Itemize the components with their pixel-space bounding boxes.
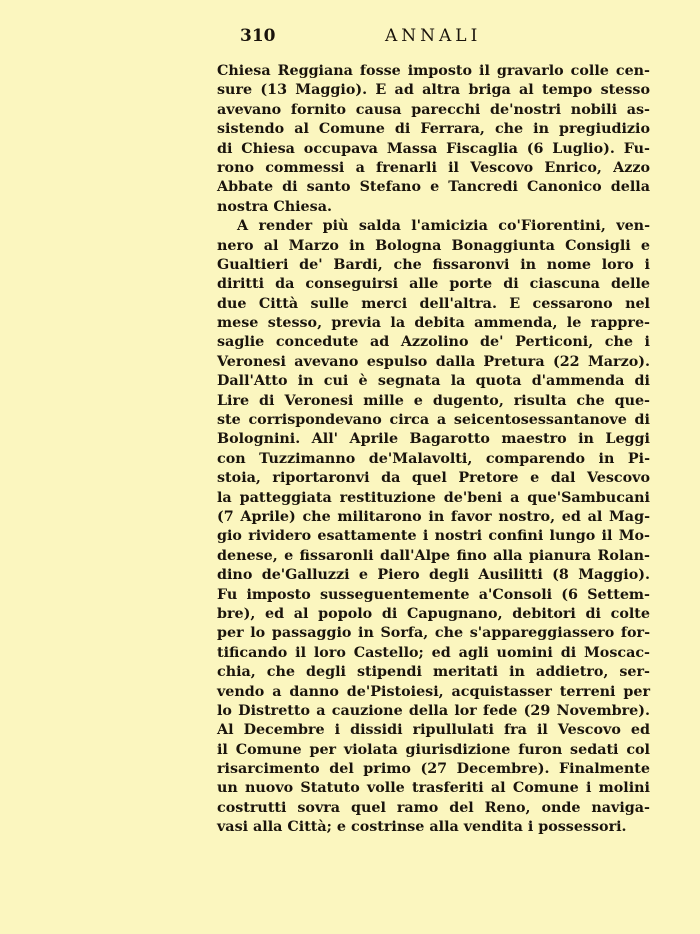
running-title: ANNALI <box>385 26 482 46</box>
text-line: ste corrispondevano circa a seicentosessantanove di <box>217 412 650 429</box>
text-line: nostra Chiesa. <box>217 198 332 215</box>
text-line: lo Distretto a cauzione della lor fede (29 Novembre). <box>217 702 650 719</box>
text-line: Bolognini. All' Aprile Bagarotto maestro in Leggi <box>217 431 650 448</box>
text-line: dino de'Galluzzi e Piero degli Ausilitti (8 Maggio). <box>217 567 650 584</box>
text-line: bre), ed al popolo di Capugnano, debitori di colte <box>217 605 650 622</box>
text-line: per lo passaggio in Sorfa, che s'appareggiassero for- <box>217 625 650 642</box>
text-line: Lire di Veronesi mille e dugento, risulta che que- <box>217 392 650 409</box>
text-line: di Chiesa occupava Massa Fiscaglia (6 Luglio). Fu- <box>217 140 650 157</box>
text-line: con Tuzzimanno de'Malavolti, comparendo in Pi- <box>217 450 650 467</box>
text-line: gio rividero esattamente i nostri confini lungo il Mo- <box>217 528 650 545</box>
page-number: 310 <box>240 26 276 46</box>
text-line: chia, che degli stipendi meritati in addietro, ser- <box>217 664 650 681</box>
text-line: Veronesi avevano espulso dalla Pretura (22 Marzo). <box>217 353 650 370</box>
text-line: Gualtieri de' Bardi, che fissaronvi in nome loro i <box>217 256 650 273</box>
text-line: risarcimento del primo (27 Decembre). Finalmente <box>217 761 650 778</box>
paragraph <box>217 217 650 838</box>
text-line: due Città sulle merci dell'altra. E cessarono nel <box>217 295 650 312</box>
text-line: sure (13 Maggio). E ad altra briga al tempo stesso <box>217 82 650 99</box>
text-line: vasi alla Città; e costrinse alla vendita i possessori. <box>217 819 627 836</box>
text-line: saglie concedute ad Azzolino de' Perticoni, che i <box>217 334 650 351</box>
paragraph <box>217 62 650 217</box>
running-head <box>240 26 500 50</box>
text-line: sistendo al Comune di Ferrara, che in pregiudizio <box>217 121 650 138</box>
text-line: costrutti sovra quel ramo del Reno, onde naviga- <box>217 799 650 816</box>
text-line: tificando il loro Castello; ed agli uomini di Moscac- <box>217 644 650 661</box>
text-line: (7 Aprile) che militarono in favor nostro, ed al Mag- <box>217 508 650 525</box>
text-line: il Comune per violata giurisdizione furon sedati col <box>217 741 650 758</box>
text-line: denese, e fissaronli dall'Alpe fino alla pianura Rolan- <box>217 547 650 564</box>
text-line: A render più salda l'amicizia co'Fiorentini, ven- <box>237 218 650 235</box>
text-line: Al Decembre i dissidi ripullulati fra il Vescovo ed <box>217 722 650 739</box>
text-line: avevano fornito causa parecchi de'nostri nobili as- <box>217 101 650 118</box>
text-line: Dall'Atto in cui è segnata la quota d'ammenda di <box>217 373 650 390</box>
text-line: Chiesa Reggiana fosse imposto il gravarlo colle cen- <box>217 63 650 79</box>
text-line: nero al Marzo in Bologna Bonaggiunta Consigli e <box>217 237 650 254</box>
text-line: mese stesso, previa la debita ammenda, le rappre- <box>217 315 650 332</box>
text-line: la patteggiata restituzione de'beni a que'Sambucani <box>217 489 650 506</box>
body-text <box>217 62 650 838</box>
text-line: Abbate di santo Stefano e Tancredi Canonico della <box>217 179 650 196</box>
text-line: rono commessi a frenarli il Vescovo Enrico, Azzo <box>217 159 650 176</box>
text-line: un nuovo Statuto volle trasferiti al Comune i molini <box>217 780 650 797</box>
text-line: vendo a danno de'Pistoiesi, acquistasser terreni per <box>217 683 650 700</box>
text-line: stoia, riportaronvi da quel Pretore e dal Vescovo <box>217 470 650 487</box>
text-line: diritti da conseguirsi alle porte di ciascuna delle <box>217 276 650 293</box>
text-line: Fu imposto susseguentemente a'Consoli (6 Settem- <box>217 586 650 603</box>
